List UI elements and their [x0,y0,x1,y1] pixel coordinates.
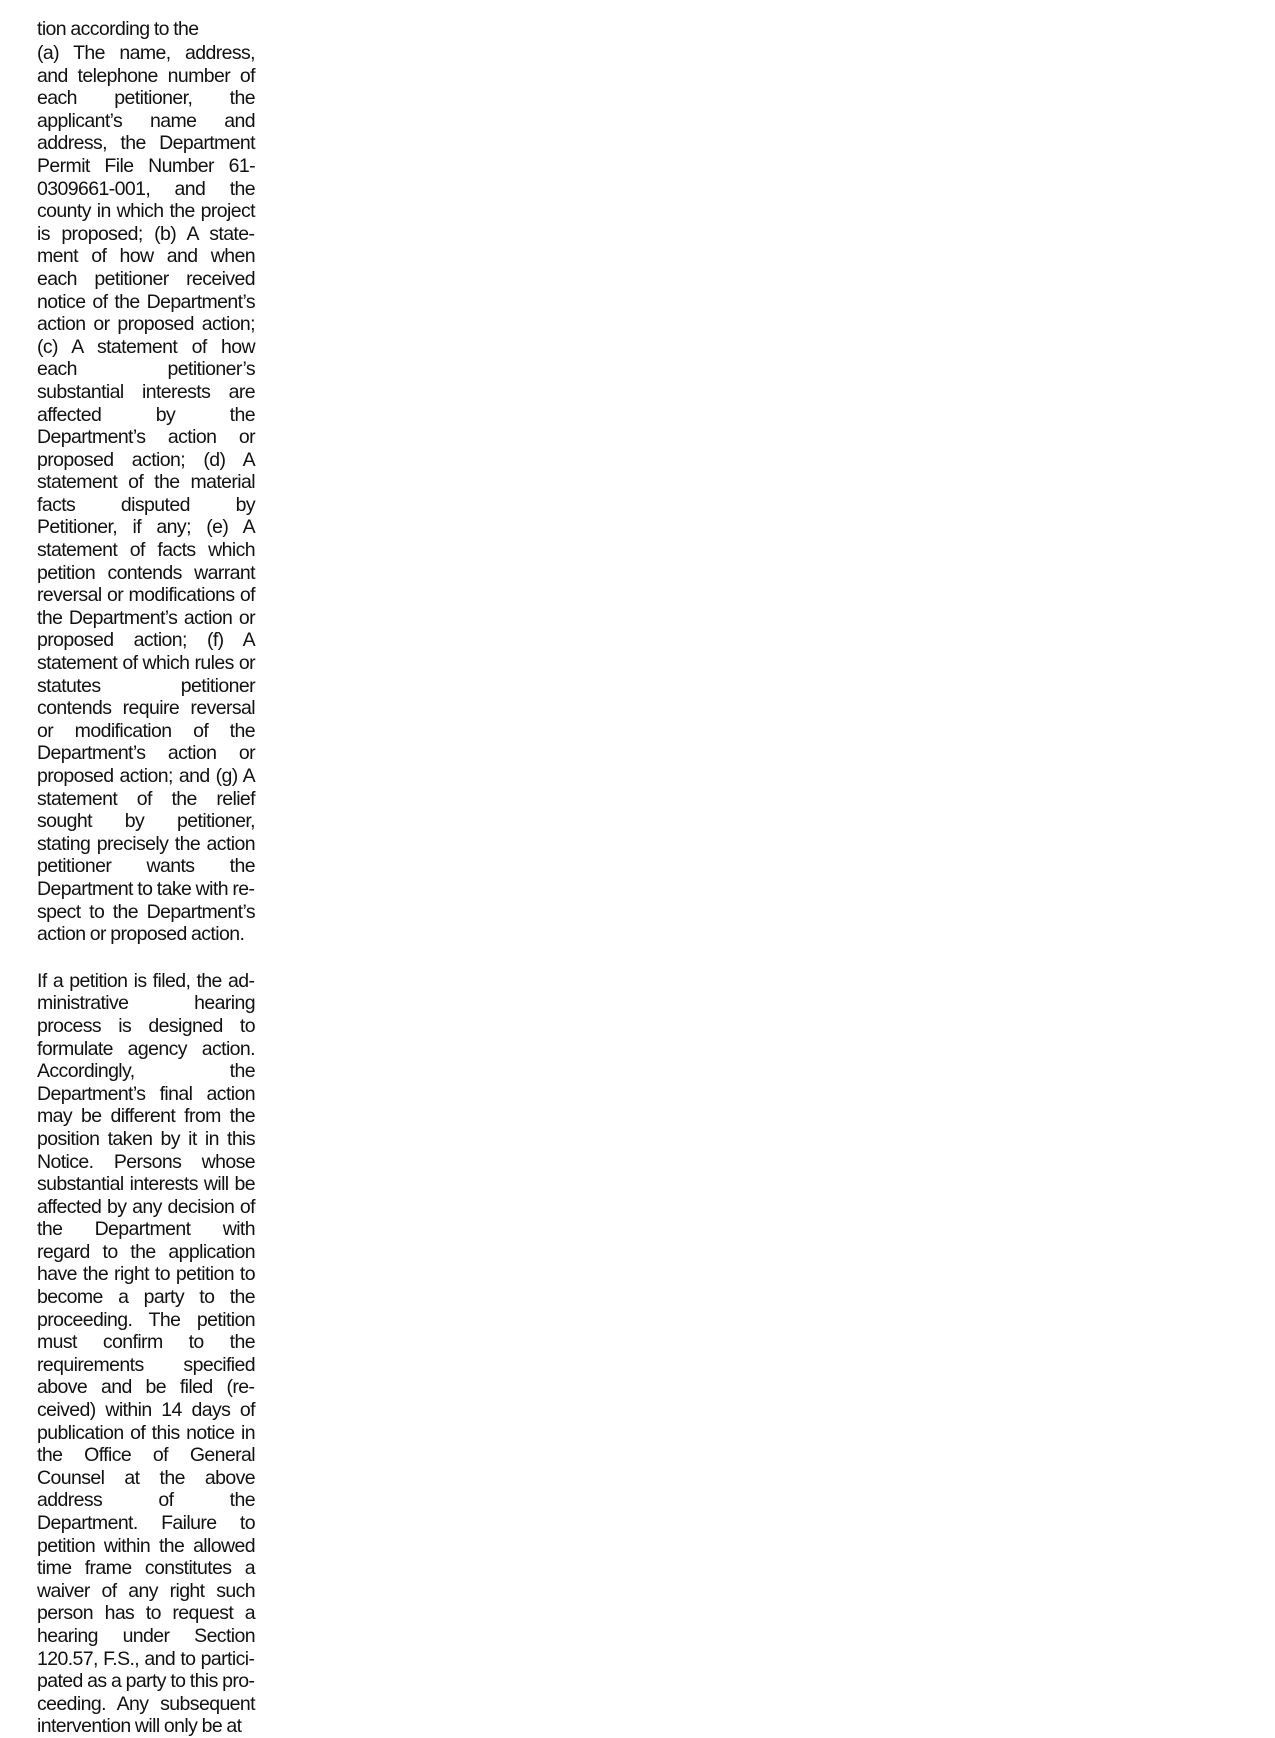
petition-requirements-paragraph: (a) The name, address, and telephone number of each petitioner, the applicant’s name and address, the Department Permit File Number 61-0309661-001, and the county in which the project is proposed; (b) A statement of how and when each petitioner received notice of the Department’s action or proposed action; (c) A statement of how each petitioner’s substantial interests are affected by the Department’s action or proposed action; (d) A statement of the material facts disputed by Petitioner, if any; (e) A statement of facts which petition contends warrant reversal or modifications of the Department’s action or proposed action; (f) A statement of which rules or statutes petitioner contends require reversal or modification of the Department’s action or proposed action; and (g) A statement of the relief sought by petitioner, stating precisely the action petitioner wants the Department to take with respect to the Department’s action or proposed action. [37,42,255,946]
text-column [37,18,255,1738]
hearing-process-paragraph: If a petition is filed, the administrative hearing process is designed to formulate agency action. Accordingly, the Department’s final action may be different from the position taken by it in this Notice. Persons whose substantial interests will be affected by any decision of the Department with regard to the application have the right to petition to become a party to the proceeding. The petition must confirm to the requirements specified above and be filed (received) within 14 days of publication of this notice in the Office of General Counsel at the above address of the Department. Failure to petition within the allowed time frame constitutes a waiver of any right such person has to request a hearing under Section 120.57, F.S., and to participated as a party to this proceeding. Any subsequent intervention will only be at [37,969,255,1738]
cut-off-top-line: tion according to the [37,18,199,40]
